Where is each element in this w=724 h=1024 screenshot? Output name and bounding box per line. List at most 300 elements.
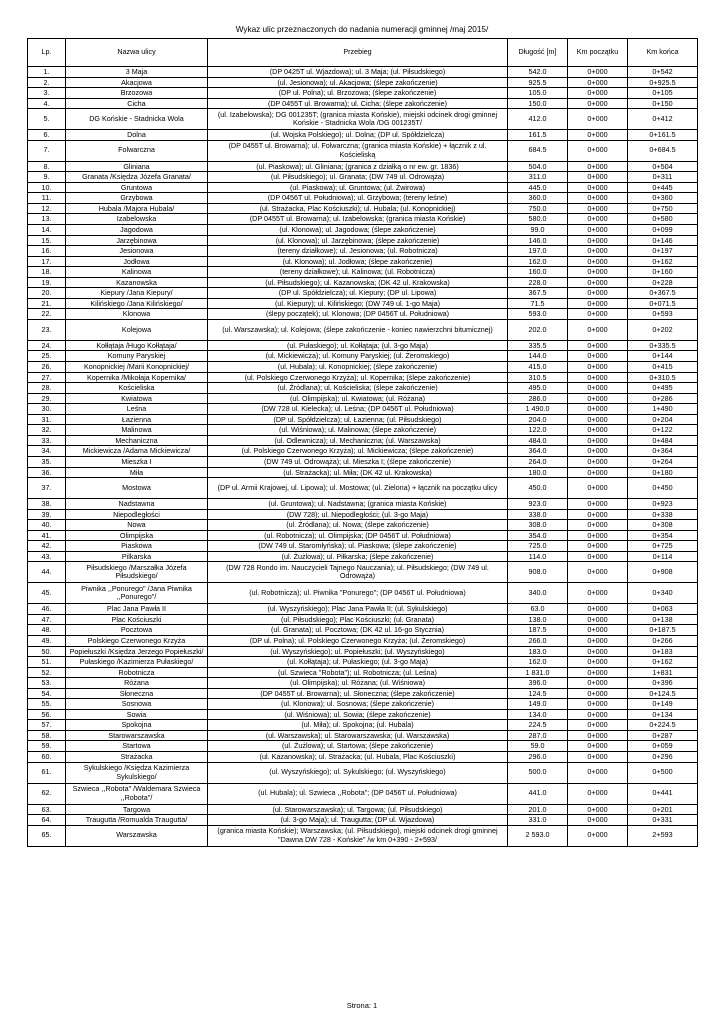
cell-lp: 2. bbox=[28, 77, 66, 88]
cell-length: 149.0 bbox=[508, 699, 568, 710]
cell-length: 180.0 bbox=[508, 467, 568, 478]
cell-length: 138.0 bbox=[508, 614, 568, 625]
cell-km-start: 0+000 bbox=[568, 404, 628, 415]
cell-lp: 18. bbox=[28, 267, 66, 278]
cell-street-name: Olimpijska bbox=[66, 530, 208, 541]
cell-street-name: Izabelowska bbox=[66, 214, 208, 225]
table-row bbox=[28, 520, 698, 531]
cell-length: 187.5 bbox=[508, 625, 568, 636]
cell-km-start: 0+000 bbox=[568, 720, 628, 731]
cell-km-start: 0+000 bbox=[568, 246, 628, 257]
table-row bbox=[28, 372, 698, 383]
cell-length: 161.5 bbox=[508, 130, 568, 141]
cell-length: 204.0 bbox=[508, 414, 568, 425]
cell-km-start: 0+000 bbox=[568, 467, 628, 478]
cell-lp: 62. bbox=[28, 783, 66, 804]
cell-street-name: Pułaskiego /Kazimierza Pułaskiego/ bbox=[66, 657, 208, 668]
cell-route: (ul. Miła); ul. Spokojna; (ul. Hubala) bbox=[208, 720, 508, 731]
table-row bbox=[28, 130, 698, 141]
cell-length: 150.0 bbox=[508, 98, 568, 109]
cell-route: (ul. Wyszyńskiego); ul. Sykulskiego; (ul. Wyszyńskiego) bbox=[208, 762, 508, 783]
cell-route: (DP 0455T ul. Browarna); ul. Folwarczna; (granica miasta Końskie) + łącznik z ul. Kościeliską bbox=[208, 140, 508, 161]
cell-length: 310.5 bbox=[508, 372, 568, 383]
cell-km-end: 0+059 bbox=[628, 741, 698, 752]
cell-km-start: 0+000 bbox=[568, 456, 628, 467]
cell-km-start: 0+000 bbox=[568, 182, 628, 193]
cell-km-end: 0+925.5 bbox=[628, 77, 698, 88]
cell-lp: 29. bbox=[28, 393, 66, 404]
cell-km-end: 2+593 bbox=[628, 825, 698, 846]
cell-route: (DP 0455T ul. Browarna); ul. Izabelowska; (granica miasta Końskie) bbox=[208, 214, 508, 225]
cell-lp: 17. bbox=[28, 256, 66, 267]
cell-km-end: 0+338 bbox=[628, 509, 698, 520]
cell-length: 266.0 bbox=[508, 635, 568, 646]
cell-route: (ul. Starowarszawska); ul. Targowa; (ul. Piłsudskiego) bbox=[208, 804, 508, 815]
cell-km-start: 0+000 bbox=[568, 741, 628, 752]
cell-route: (DP 0455T ul. Browarna); ul. Cicha; (ślepe zakończenie) bbox=[208, 98, 508, 109]
cell-route: (DP ul. Polna); ul. Polskiego Czerwonego Krzyża; (ul. Żeromskiego) bbox=[208, 635, 508, 646]
cell-lp: 19. bbox=[28, 277, 66, 288]
table-row bbox=[28, 414, 698, 425]
cell-km-end: 0+684.5 bbox=[628, 140, 698, 161]
cell-lp: 55. bbox=[28, 699, 66, 710]
cell-km-start: 0+000 bbox=[568, 520, 628, 531]
cell-lp: 49. bbox=[28, 635, 66, 646]
cell-km-start: 0+000 bbox=[568, 688, 628, 699]
cell-lp: 21. bbox=[28, 298, 66, 309]
table-row bbox=[28, 235, 698, 246]
cell-km-start: 0+000 bbox=[568, 140, 628, 161]
cell-km-end: 0+160 bbox=[628, 267, 698, 278]
cell-km-end: 0+146 bbox=[628, 235, 698, 246]
table-row bbox=[28, 267, 698, 278]
table-row bbox=[28, 161, 698, 172]
cell-lp: 52. bbox=[28, 667, 66, 678]
cell-route: (ul. Mickiewicza); ul. Komuny Paryskiej; (ul. Żeromskiego) bbox=[208, 351, 508, 362]
cell-lp: 31. bbox=[28, 414, 66, 425]
cell-lp: 59. bbox=[28, 741, 66, 752]
cell-length: 504.0 bbox=[508, 161, 568, 172]
cell-lp: 27. bbox=[28, 372, 66, 383]
cell-street-name: Sowia bbox=[66, 709, 208, 720]
cell-km-start: 0+000 bbox=[568, 340, 628, 351]
cell-route: (ul. Jesionowa); ul. Akacjowa; (ślepe zakończenie) bbox=[208, 77, 508, 88]
cell-length: 923.0 bbox=[508, 499, 568, 510]
cell-route: (ul. Kiepury); ul. Kilińskiego; (DW 749 ul. 1-go Maja) bbox=[208, 298, 508, 309]
cell-street-name: Brzozowa bbox=[66, 88, 208, 99]
cell-km-end: 0+441 bbox=[628, 783, 698, 804]
cell-route: (ul. Hubala); ul. Konopnickiej; (ślepe zakończenie) bbox=[208, 362, 508, 373]
cell-street-name: Jodłowa bbox=[66, 256, 208, 267]
cell-length: 146.0 bbox=[508, 235, 568, 246]
table-row bbox=[28, 562, 698, 583]
cell-length: 484.0 bbox=[508, 435, 568, 446]
table-body bbox=[28, 67, 698, 847]
cell-route: (tereny działkowe); ul. Jesionowa; (ul. Robotnicza) bbox=[208, 246, 508, 257]
cell-km-end: 0+308 bbox=[628, 520, 698, 531]
cell-street-name: Kilińskiego /Jana Kilińskiego/ bbox=[66, 298, 208, 309]
cell-route: (ul. Klonowa); ul. Jagodowa; (ślepe zakończenie) bbox=[208, 225, 508, 236]
cell-street-name: Akacjowa bbox=[66, 77, 208, 88]
cell-lp: 32. bbox=[28, 425, 66, 436]
table-row bbox=[28, 140, 698, 161]
table-header-row bbox=[28, 39, 698, 67]
cell-length: 308.0 bbox=[508, 520, 568, 531]
cell-lp: 26. bbox=[28, 362, 66, 373]
cell-route: (ul. Piłsudskiego); Plac Kościuszki; (ul. Granata) bbox=[208, 614, 508, 625]
cell-street-name: DG Końskie - Stadnicka Wola bbox=[66, 109, 208, 130]
document-title: Wykaz ulic przeznaczonych do nadania numeracji gminnej /maj 2015/ bbox=[235, 25, 489, 34]
table-row bbox=[28, 351, 698, 362]
cell-length: 224.5 bbox=[508, 720, 568, 731]
cell-km-end: 0+183 bbox=[628, 646, 698, 657]
cell-km-start: 0+000 bbox=[568, 762, 628, 783]
cell-length: 338.0 bbox=[508, 509, 568, 520]
cell-route: (ul. Klonowa); ul. Jarzębinowa; (ślepe zakończenie) bbox=[208, 235, 508, 246]
cell-lp: 43. bbox=[28, 551, 66, 562]
cell-km-end: 0+396 bbox=[628, 678, 698, 689]
cell-lp: 15. bbox=[28, 235, 66, 246]
cell-lp: 14. bbox=[28, 225, 66, 236]
cell-street-name: Granata /Księdza Józefa Granata/ bbox=[66, 172, 208, 183]
table-row bbox=[28, 319, 698, 340]
col-header-km-end: Km końca bbox=[628, 39, 698, 67]
cell-km-start: 0+000 bbox=[568, 425, 628, 436]
cell-km-end: 0+162 bbox=[628, 657, 698, 668]
cell-km-end: 0+500 bbox=[628, 762, 698, 783]
cell-route: (ul. Kazanowska); ul. Strażacka; (ul. Hubala, Plac Kościuszki) bbox=[208, 751, 508, 762]
cell-lp: 23. bbox=[28, 319, 66, 340]
cell-street-name: Jagodowa bbox=[66, 225, 208, 236]
cell-km-end: 0+364 bbox=[628, 446, 698, 457]
table-row bbox=[28, 88, 698, 99]
table-row bbox=[28, 751, 698, 762]
table-row bbox=[28, 804, 698, 815]
cell-km-start: 0+000 bbox=[568, 614, 628, 625]
cell-length: 144.0 bbox=[508, 351, 568, 362]
cell-lp: 28. bbox=[28, 383, 66, 394]
cell-length: 441.0 bbox=[508, 783, 568, 804]
table-row bbox=[28, 435, 698, 446]
cell-km-start: 0+000 bbox=[568, 730, 628, 741]
cell-km-start: 0+000 bbox=[568, 277, 628, 288]
cell-route: (tereny działkowe); ul. Kalinowa; (ul. Robotnicza) bbox=[208, 267, 508, 278]
table-row bbox=[28, 467, 698, 478]
cell-length: 105.0 bbox=[508, 88, 568, 99]
cell-length: 412.0 bbox=[508, 109, 568, 130]
cell-km-end: 0+264 bbox=[628, 456, 698, 467]
cell-km-start: 0+000 bbox=[568, 393, 628, 404]
table-row bbox=[28, 98, 698, 109]
cell-lp: 57. bbox=[28, 720, 66, 731]
cell-km-start: 0+000 bbox=[568, 298, 628, 309]
cell-lp: 61. bbox=[28, 762, 66, 783]
cell-street-name: Traugutta /Romualda Traugutta/ bbox=[66, 815, 208, 826]
cell-street-name: Kościeliska bbox=[66, 383, 208, 394]
table-row bbox=[28, 456, 698, 467]
cell-street-name: Plac Kościuszki bbox=[66, 614, 208, 625]
cell-route: (ul. Polskiego Czerwonego Krzyża); ul. Kopernika; (ślepe zakończenie) bbox=[208, 372, 508, 383]
cell-street-name: Jarzębinowa bbox=[66, 235, 208, 246]
cell-km-start: 0+000 bbox=[568, 678, 628, 689]
cell-length: 311.0 bbox=[508, 172, 568, 183]
table-row bbox=[28, 109, 698, 130]
cell-route: (DW 728); ul. Niepodległości; (ul. 3-go Maja) bbox=[208, 509, 508, 520]
cell-lp: 4. bbox=[28, 98, 66, 109]
cell-km-end: 0+360 bbox=[628, 193, 698, 204]
cell-length: 925.5 bbox=[508, 77, 568, 88]
cell-length: 228.0 bbox=[508, 277, 568, 288]
cell-km-start: 0+000 bbox=[568, 109, 628, 130]
cell-km-end: 0+099 bbox=[628, 225, 698, 236]
cell-km-end: 0+593 bbox=[628, 309, 698, 320]
col-header-km-start: Km początku bbox=[568, 39, 628, 67]
cell-length: 296.0 bbox=[508, 751, 568, 762]
table-row bbox=[28, 446, 698, 457]
cell-km-start: 0+000 bbox=[568, 383, 628, 394]
cell-route: (granica miasta Końskie); Warszawska; (ul. Piłsudskiego), miejski odcinek drogi gminnej "Dawna DW 728 - Końskie" /w km 0+390 - 2+593/ bbox=[208, 825, 508, 846]
cell-street-name: Piwnika ,,Ponurego" /Jana Piwnika ,,Ponurego"/ bbox=[66, 583, 208, 604]
cell-route: (ul. Wyszyńskiego); ul. Popiełuszki; (ul. Wyszyńskiego) bbox=[208, 646, 508, 657]
cell-length: 593.0 bbox=[508, 309, 568, 320]
cell-lp: 11. bbox=[28, 193, 66, 204]
cell-route: (DW 749 ul. Staromłyńska); ul. Piaskowa; (ślepe zakończenie) bbox=[208, 541, 508, 552]
cell-km-start: 0+000 bbox=[568, 88, 628, 99]
cell-street-name: Jesionowa bbox=[66, 246, 208, 257]
cell-length: 59.0 bbox=[508, 741, 568, 752]
cell-km-end: 0+725 bbox=[628, 541, 698, 552]
cell-km-start: 0+000 bbox=[568, 815, 628, 826]
cell-length: 197.0 bbox=[508, 246, 568, 257]
col-header-name: Nazwa ulicy bbox=[66, 39, 208, 67]
cell-km-start: 0+000 bbox=[568, 372, 628, 383]
cell-length: 1 831.0 bbox=[508, 667, 568, 678]
cell-route: (ul. Źródlana); ul. Kościeliska; (ślepe zakończenie) bbox=[208, 383, 508, 394]
cell-length: 331.0 bbox=[508, 815, 568, 826]
table-row bbox=[28, 340, 698, 351]
table-row bbox=[28, 646, 698, 657]
cell-km-end: 0+311 bbox=[628, 172, 698, 183]
cell-length: 495.0 bbox=[508, 383, 568, 394]
cell-route: (ul. Wojska Polskiego); ul. Dolna; (DP ul. Spółdzielcza) bbox=[208, 130, 508, 141]
table-row bbox=[28, 667, 698, 678]
cell-street-name: Polskiego Czerwonego Krzyża bbox=[66, 635, 208, 646]
cell-length: 500.0 bbox=[508, 762, 568, 783]
cell-km-end: 0+105 bbox=[628, 88, 698, 99]
cell-street-name: Hubala /Majora Hubala/ bbox=[66, 203, 208, 214]
cell-length: 124.5 bbox=[508, 688, 568, 699]
cell-street-name: Piaskowa bbox=[66, 541, 208, 552]
table-row bbox=[28, 635, 698, 646]
cell-lp: 50. bbox=[28, 646, 66, 657]
cell-route: (ul. Piaskowa); ul. Gruntowa; (ul. Żwirowa) bbox=[208, 182, 508, 193]
cell-length: 367.5 bbox=[508, 288, 568, 299]
cell-km-end: 0+580 bbox=[628, 214, 698, 225]
cell-street-name: Warszawska bbox=[66, 825, 208, 846]
cell-route: (ul. Wiśniowa); ul. Sowia; (ślepe zakończenie) bbox=[208, 709, 508, 720]
cell-street-name: Startowa bbox=[66, 741, 208, 752]
cell-km-start: 0+000 bbox=[568, 214, 628, 225]
cell-length: 202.0 bbox=[508, 319, 568, 340]
cell-length: 354.0 bbox=[508, 530, 568, 541]
cell-lp: 40. bbox=[28, 520, 66, 531]
cell-street-name: Mostowa bbox=[66, 478, 208, 499]
cell-km-end: 0+310.5 bbox=[628, 372, 698, 383]
cell-km-end: 0+335.5 bbox=[628, 340, 698, 351]
cell-route: (ul. Hubala); ul. Szwieca ,,Robota"; (DP 0456T ul. Południowa) bbox=[208, 783, 508, 804]
cell-lp: 20. bbox=[28, 288, 66, 299]
table-row bbox=[28, 256, 698, 267]
cell-lp: 60. bbox=[28, 751, 66, 762]
table-row bbox=[28, 741, 698, 752]
cell-km-start: 0+000 bbox=[568, 804, 628, 815]
table-row bbox=[28, 67, 698, 78]
cell-km-start: 0+000 bbox=[568, 699, 628, 710]
cell-route: (ul. Wyszyńskiego); Plac Jana Pawła II; (ul. Sykulskiego) bbox=[208, 604, 508, 615]
cell-lp: 13. bbox=[28, 214, 66, 225]
cell-route: (ul. Olimpijska); ul. Kwiatowa; (ul. Różana) bbox=[208, 393, 508, 404]
cell-street-name: Konopnickiej /Marii Konopnickiej/ bbox=[66, 362, 208, 373]
cell-km-start: 0+000 bbox=[568, 362, 628, 373]
cell-route: (ul. Warszawska); ul. Starowarszawska; (ul. Warszawska) bbox=[208, 730, 508, 741]
cell-length: 364.0 bbox=[508, 446, 568, 457]
cell-length: 183.0 bbox=[508, 646, 568, 657]
cell-km-start: 0+000 bbox=[568, 435, 628, 446]
cell-route: (DP ul. Armii Krajowej, ul. Lipowa); ul. Mostowa; (ul. Zielona) + łącznik na początku ulicy bbox=[208, 478, 508, 499]
cell-km-end: 0+415 bbox=[628, 362, 698, 373]
cell-route: (ul. Strażacka, Plac Kościuszki); ul. Hubala; (ul. Konopnickiej) bbox=[208, 203, 508, 214]
cell-km-end: 0+542 bbox=[628, 67, 698, 78]
cell-route: (DP ul. Spółdzielcza); ul. Łazienna; (ul. Piłsudskiego) bbox=[208, 414, 508, 425]
cell-km-end: 0+266 bbox=[628, 635, 698, 646]
cell-street-name: Grzybowa bbox=[66, 193, 208, 204]
cell-km-start: 0+000 bbox=[568, 256, 628, 267]
cell-length: 908.0 bbox=[508, 562, 568, 583]
cell-street-name: Sykulskiego /Księdza Kazimierza Sykulskiego/ bbox=[66, 762, 208, 783]
cell-lp: 7. bbox=[28, 140, 66, 161]
cell-length: 201.0 bbox=[508, 804, 568, 815]
cell-street-name: Szwieca ,,Robota" /Waldemara Szwieca ,,Robota"/ bbox=[66, 783, 208, 804]
cell-lp: 48. bbox=[28, 625, 66, 636]
table-row bbox=[28, 688, 698, 699]
cell-route: (ul. Żużlowa); ul. Startowa; (ślepe zakończenie) bbox=[208, 741, 508, 752]
table-row bbox=[28, 614, 698, 625]
cell-length: 360.0 bbox=[508, 193, 568, 204]
table-row bbox=[28, 277, 698, 288]
table-row bbox=[28, 709, 698, 720]
cell-street-name: Gruntowa bbox=[66, 182, 208, 193]
cell-km-end: 0+484 bbox=[628, 435, 698, 446]
cell-lp: 33. bbox=[28, 435, 66, 446]
cell-length: 725.0 bbox=[508, 541, 568, 552]
cell-route: (DW 749 ul. Odrowąża); ul. Mieszka I; (ślepe zakończenie) bbox=[208, 456, 508, 467]
cell-street-name: Mieszka I bbox=[66, 456, 208, 467]
table-row bbox=[28, 193, 698, 204]
table-row bbox=[28, 77, 698, 88]
cell-route: (ul. Gruntowa); ul. Nadstawna; (granica miasta Końskie) bbox=[208, 499, 508, 510]
table-row bbox=[28, 288, 698, 299]
cell-length: 415.0 bbox=[508, 362, 568, 373]
cell-length: 162.0 bbox=[508, 256, 568, 267]
cell-street-name: Kiepury /Jana Kiepury/ bbox=[66, 288, 208, 299]
cell-km-start: 0+000 bbox=[568, 67, 628, 78]
cell-km-end: 0+504 bbox=[628, 161, 698, 172]
cell-lp: 25. bbox=[28, 351, 66, 362]
cell-km-start: 0+000 bbox=[568, 319, 628, 340]
cell-street-name: Pocztowa bbox=[66, 625, 208, 636]
cell-km-start: 0+000 bbox=[568, 309, 628, 320]
cell-km-end: 0+495 bbox=[628, 383, 698, 394]
cell-street-name: Słoneczna bbox=[66, 688, 208, 699]
table-row bbox=[28, 730, 698, 741]
cell-street-name: Strażacka bbox=[66, 751, 208, 762]
streets-table bbox=[27, 38, 698, 847]
cell-km-start: 0+000 bbox=[568, 203, 628, 214]
cell-km-end: 0+296 bbox=[628, 751, 698, 762]
cell-street-name: Plac Jana Pawła II bbox=[66, 604, 208, 615]
table-row bbox=[28, 762, 698, 783]
cell-length: 450.0 bbox=[508, 478, 568, 499]
cell-km-end: 1+831 bbox=[628, 667, 698, 678]
cell-length: 542.0 bbox=[508, 67, 568, 78]
cell-street-name: Popiełuszki /Księdza Jerzego Popiełuszki/ bbox=[66, 646, 208, 657]
cell-lp: 47. bbox=[28, 614, 66, 625]
cell-lp: 45. bbox=[28, 583, 66, 604]
cell-street-name: Targowa bbox=[66, 804, 208, 815]
cell-length: 286.0 bbox=[508, 393, 568, 404]
cell-length: 335.5 bbox=[508, 340, 568, 351]
cell-km-end: 0+122 bbox=[628, 425, 698, 436]
cell-km-end: 0+286 bbox=[628, 393, 698, 404]
cell-km-end: 0+450 bbox=[628, 478, 698, 499]
cell-lp: 54. bbox=[28, 688, 66, 699]
table-row bbox=[28, 509, 698, 520]
cell-length: 122.0 bbox=[508, 425, 568, 436]
cell-route: (ul. Pułaskiego); ul. Kołłątaja; (ul. 3-go Maja) bbox=[208, 340, 508, 351]
cell-street-name: Folwarczna bbox=[66, 140, 208, 161]
cell-street-name: Pilkarska bbox=[66, 551, 208, 562]
table-row bbox=[28, 530, 698, 541]
table-row bbox=[28, 678, 698, 689]
cell-street-name: 3 Maja bbox=[66, 67, 208, 78]
cell-km-end: 0+750 bbox=[628, 203, 698, 214]
cell-km-start: 0+000 bbox=[568, 478, 628, 499]
table-row bbox=[28, 425, 698, 436]
cell-route: (ul. Odlewnicza); ul. Mechaniczna; (ul. Warszawska) bbox=[208, 435, 508, 446]
cell-route: (DP ul. Spółdzielcza); ul. Kiepury; (DP ul. Lipowa) bbox=[208, 288, 508, 299]
cell-street-name: Kolejowa bbox=[66, 319, 208, 340]
cell-length: 340.0 bbox=[508, 583, 568, 604]
cell-length: 396.0 bbox=[508, 678, 568, 689]
cell-lp: 35. bbox=[28, 456, 66, 467]
table-row bbox=[28, 720, 698, 731]
table-row bbox=[28, 541, 698, 552]
cell-lp: 41. bbox=[28, 530, 66, 541]
cell-route: (ul. Klonowa); ul. Sosnowa; (ślepe zakończenie) bbox=[208, 699, 508, 710]
cell-street-name: Piłsudskiego /Marszałka Józefa Piłsudskiego/ bbox=[66, 562, 208, 583]
table-row bbox=[28, 309, 698, 320]
cell-length: 99.0 bbox=[508, 225, 568, 236]
cell-length: 162.0 bbox=[508, 657, 568, 668]
cell-lp: 6. bbox=[28, 130, 66, 141]
cell-street-name: Spokojna bbox=[66, 720, 208, 731]
cell-km-start: 0+000 bbox=[568, 530, 628, 541]
cell-lp: 53. bbox=[28, 678, 66, 689]
cell-lp: 24. bbox=[28, 340, 66, 351]
table-row bbox=[28, 657, 698, 668]
cell-length: 445.0 bbox=[508, 182, 568, 193]
cell-length: 580.0 bbox=[508, 214, 568, 225]
